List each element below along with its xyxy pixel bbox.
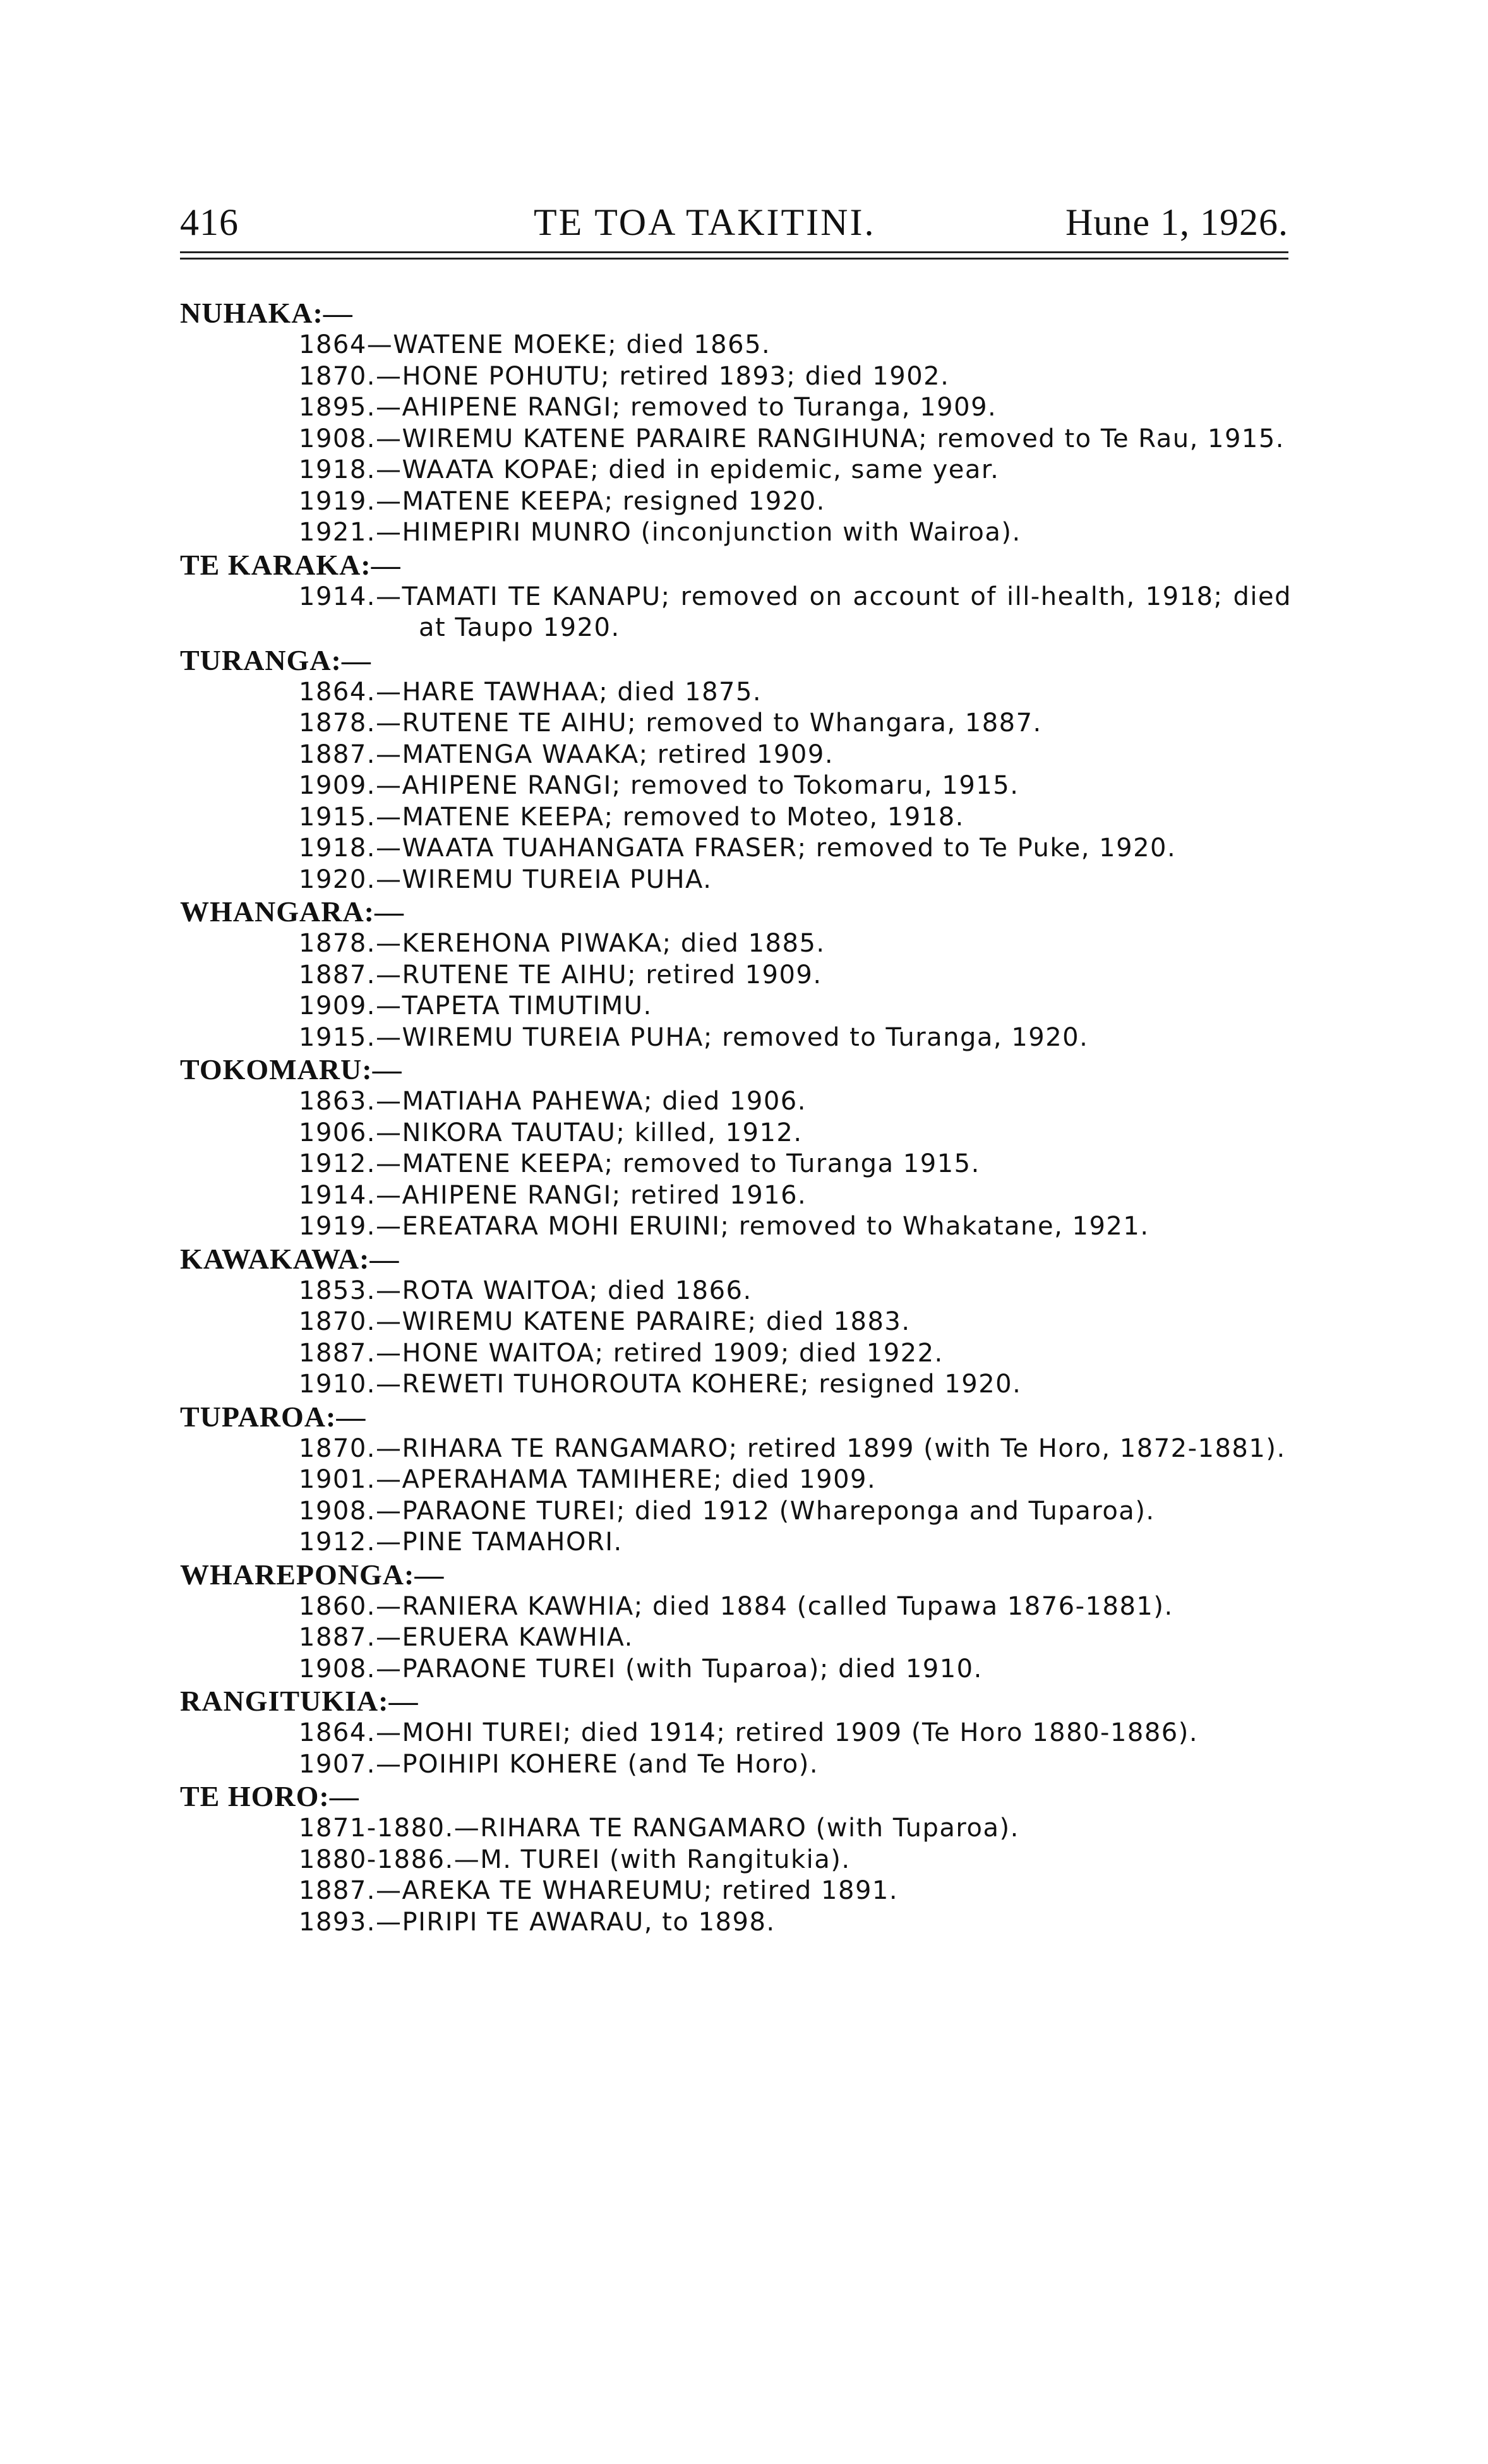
entry: 1887.—HONE WAITOA; retired 1909; died 1922.	[299, 1338, 944, 1368]
entry: 1912.—MATENE KEEPA; removed to Turanga 1915.	[299, 1149, 980, 1178]
section-title: TE HORO:—	[180, 1780, 359, 1812]
section	[180, 1685, 1292, 1780]
entry: 1906.—NIKORA TAUTAU; killed, 1912.	[299, 1118, 803, 1147]
entry: 1893.—PIRIPI TE AWARAU, to 1898.	[299, 1907, 776, 1937]
section	[180, 1053, 1292, 1243]
entry: 1860.—RANIERA KAWHIA; died 1884 (called Tupawa 1876-1881).	[299, 1591, 1173, 1621]
entry: 1864.—MOHI TUREI; died 1914; retired 1909 (Te Horo 1880-1886).	[299, 1718, 1199, 1747]
entry: 1921.—HIMEPIRI MUNRO (inconjunction with Wairoa).	[299, 518, 1021, 547]
entry: 1919.—EREATARA MOHI ERUINI; removed to Whakatane, 1921.	[299, 1212, 1149, 1241]
entry: 1909.—TAPETA TIMUTIMU.	[299, 991, 652, 1020]
section	[180, 1243, 1292, 1401]
section-title: TOKOMARU:—	[180, 1053, 402, 1085]
entry: 1863.—MATIAHA PAHEWA; died 1906.	[299, 1087, 807, 1116]
section-title: TUPAROA:—	[180, 1400, 366, 1433]
section-title: KAWAKAWA:—	[180, 1242, 400, 1275]
entry: 1880-1886.—M. TUREI (with Rangitukia).	[299, 1845, 851, 1874]
section-title: TURANGA:—	[180, 643, 371, 676]
section-title: TE KARAKA:—	[180, 548, 401, 581]
section	[180, 895, 1292, 1053]
publication-title: TE TOA TAKITINI.	[534, 201, 876, 243]
entry: 1870.—HONE POHUTU; retired 1893; died 1902.	[299, 361, 950, 391]
entry: 1908.—PARAONE TUREI (with Tuparoa); died 1910.	[299, 1654, 983, 1684]
entry: 1887.—MATENGA WAAKA; retired 1909.	[299, 739, 834, 769]
entry: 1908.—WIREMU KATENE PARAIRE RANGIHUNA; removed to Te Rau, 1915.	[299, 424, 1285, 453]
entry: 1895.—AHIPENE RANGI; removed to Turanga, 1909.	[299, 393, 997, 422]
section	[180, 644, 1292, 896]
entry: 1909.—AHIPENE RANGI; removed to Tokomaru, 1915.	[299, 771, 1019, 800]
section	[180, 1558, 1292, 1685]
entry: 1878.—KEREHONA PIWAKA; died 1885.	[299, 929, 825, 958]
entry: 1907.—POIHIPI KOHERE (and Te Horo).	[299, 1749, 819, 1779]
entry: 1901.—APERAHAMA TAMIHERE; died 1909.	[299, 1465, 877, 1494]
entry: 1871-1880.—RIHARA TE RANGAMARO (with Tuparoa).	[299, 1814, 1019, 1843]
entry: 1914.—AHIPENE RANGI; retired 1916.	[299, 1180, 807, 1210]
page-number: 416	[180, 201, 239, 243]
entry: 1870.—RIHARA TE RANGAMARO; retired 1899 (with Te Horo, 1872-1881).	[299, 1433, 1286, 1463]
entry: 1920.—WIREMU TUREIA PUHA.	[299, 864, 712, 894]
entry: 1908.—PARAONE TUREI; died 1912 (Whareponga and Tuparoa).	[299, 1496, 1155, 1526]
section-title: WHAREPONGA:—	[180, 1558, 445, 1591]
entry: 1864.—HARE TAWHAA; died 1875.	[299, 677, 762, 707]
entry: 1887.—RUTENE TE AIHU; retired 1909.	[299, 960, 822, 990]
section	[180, 297, 1292, 549]
entry: 1912.—PINE TAMAHORI.	[299, 1528, 623, 1557]
issue-date: Hune 1, 1926.	[1065, 201, 1288, 243]
entry: 1919.—MATENE KEEPA; resigned 1920.	[299, 486, 825, 516]
section	[180, 1401, 1292, 1558]
entry: 1864—WATENE MOEKE; died 1865.	[299, 330, 771, 359]
entry: 1853.—ROTA WAITOA; died 1866.	[299, 1276, 752, 1305]
entry: 1887.—AREKA TE WHAREUMU; retired 1891.	[299, 1876, 899, 1905]
entry: 1910.—REWETI TUHOROUTA KOHERE; resigned 1920.	[299, 1370, 1022, 1399]
entry: 1915.—MATENE KEEPA; removed to Moteo, 1918.	[299, 802, 964, 832]
header-rule-top	[180, 251, 1288, 253]
entry: 1914.—TAMATI TE KANAPU; removed on account of ill-health, 1918; died at Taupo 1920.	[299, 582, 1292, 642]
body-text	[180, 297, 1292, 1938]
header-rule-bottom	[180, 258, 1288, 260]
entry: 1870.—WIREMU KATENE PARAIRE; died 1883.	[299, 1307, 911, 1336]
section-title: WHANGARA:—	[180, 895, 404, 928]
page-header	[180, 201, 1288, 251]
entry: 1915.—WIREMU TUREIA PUHA; removed to Turanga, 1920.	[299, 1022, 1089, 1052]
section-title: NUHAKA:—	[180, 297, 353, 329]
entry: 1918.—WAATA KOPAE; died in epidemic, same year.	[299, 455, 1000, 484]
section-title: RANGITUKIA:—	[180, 1685, 419, 1717]
entry: 1878.—RUTENE TE AIHU; removed to Whangara, 1887.	[299, 709, 1042, 738]
section	[180, 549, 1292, 644]
entry: 1887.—ERUERA KAWHIA.	[299, 1623, 633, 1652]
section	[180, 1780, 1292, 1938]
entry: 1918.—WAATA TUAHANGATA FRASER; removed to Te Puke, 1920.	[299, 834, 1177, 863]
